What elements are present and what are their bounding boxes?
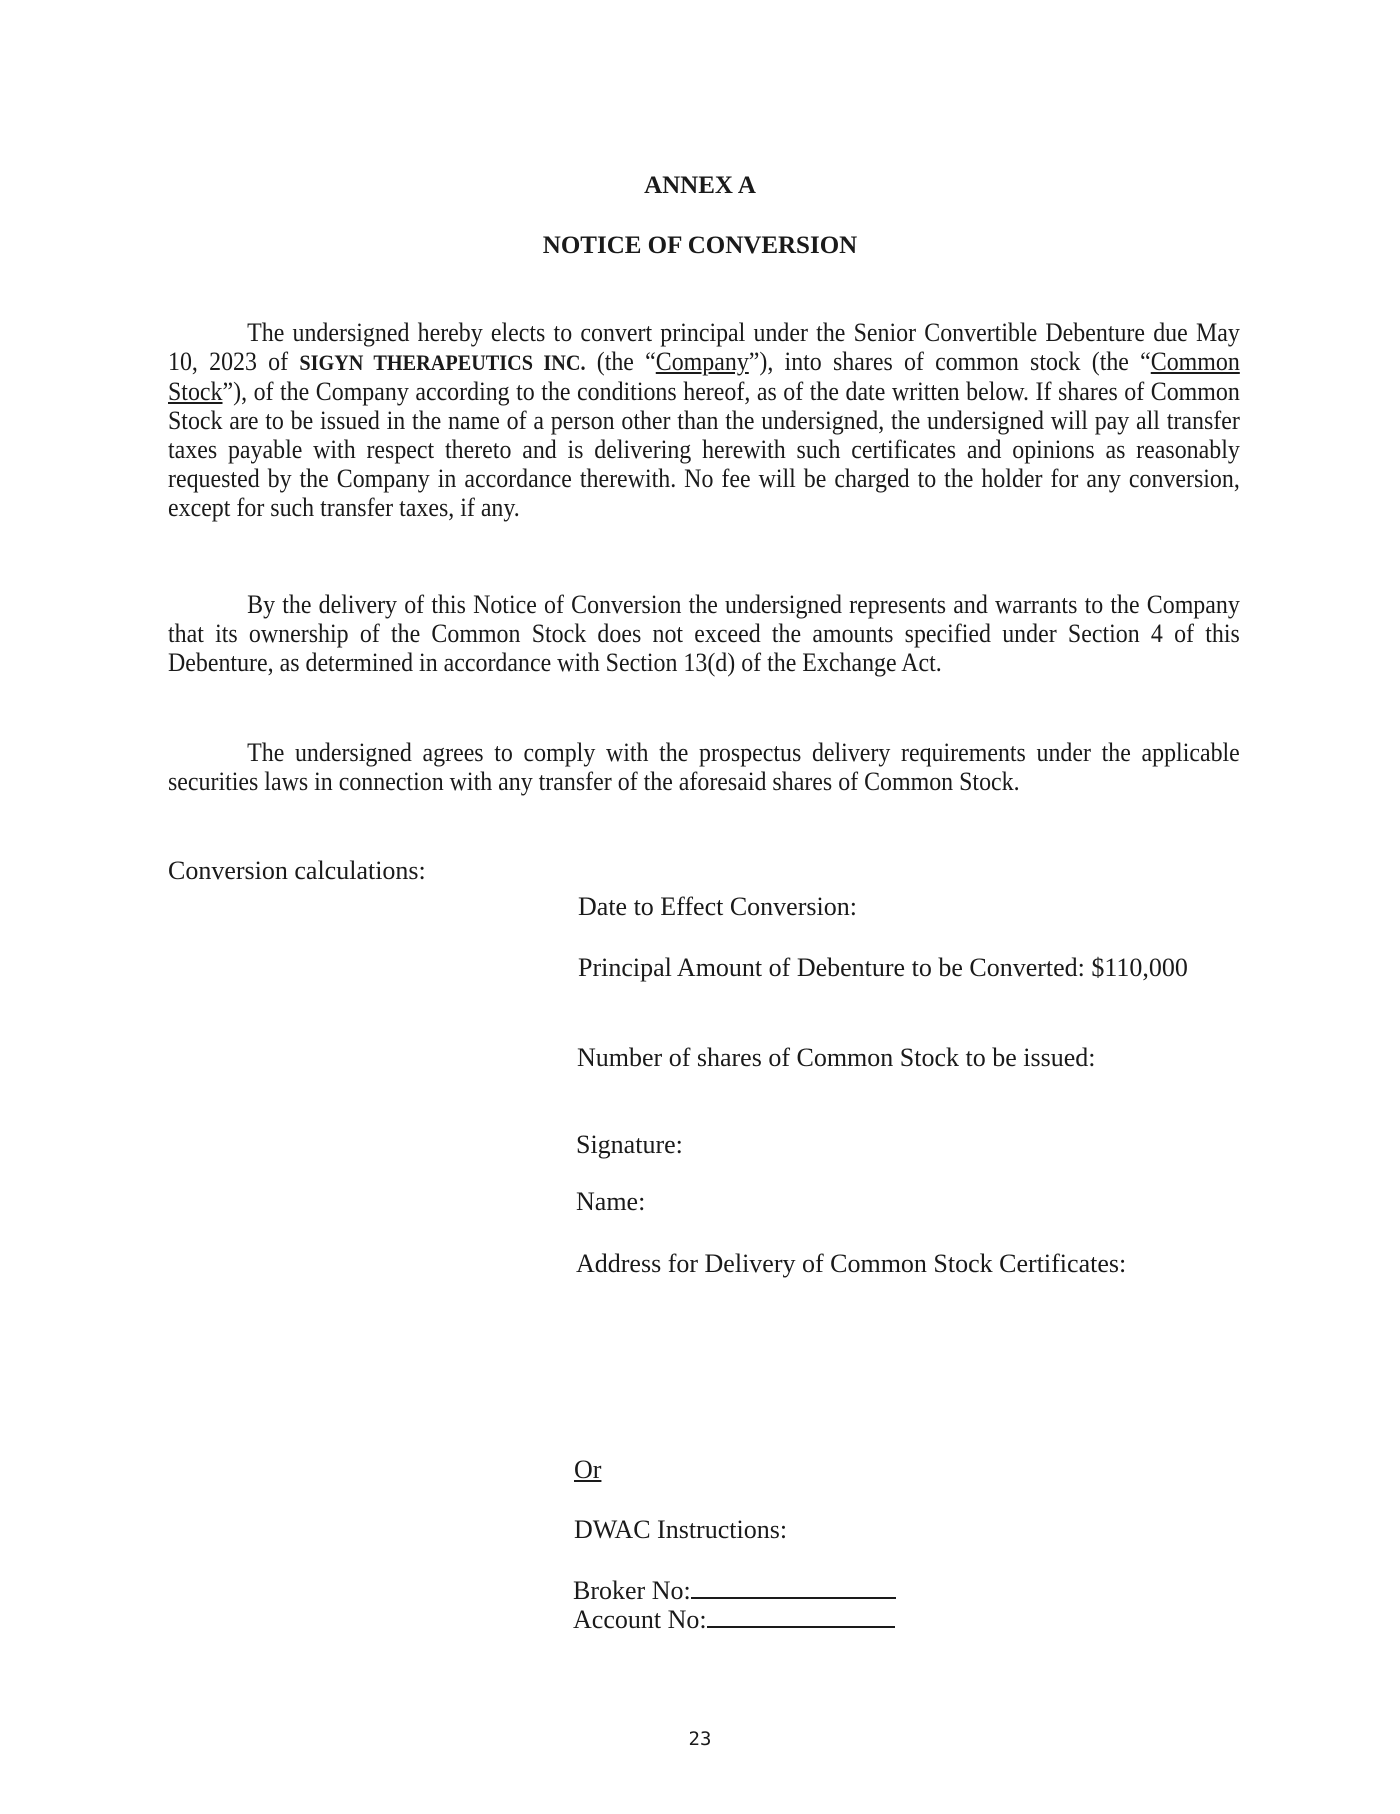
paragraph-text: The undersigned agrees to comply with the prospectus delivery requirements under the applicable securities laws in connection with any transfer of the aforesaid shares of Common Stock. [168, 738, 1240, 796]
broker-label: Broker No: [573, 1576, 691, 1605]
paragraph-text: The undersigned hereby elects to convert principal under the Senior Convertible Debenture due May 10, 2023 of [168, 318, 1240, 376]
name-field[interactable] [576, 1187, 645, 1217]
date-label: Date to Effect Conversion: [578, 892, 857, 921]
paragraph-conversion-election [168, 318, 1240, 522]
name-label: Name: [576, 1187, 646, 1216]
principal-label: Principal Amount of Debenture to be Converted: [578, 953, 1085, 982]
paragraph-text: ”), into shares of common stock (the “ [748, 347, 1151, 376]
principal-value[interactable]: $110,000 [1091, 953, 1188, 982]
paragraph-prospectus [168, 738, 1240, 796]
defined-term-company: Company [655, 347, 749, 376]
account-label: Account No: [573, 1605, 707, 1634]
paragraph-text: (the “ [585, 347, 656, 376]
dwac-instructions-label: DWAC Instructions: [574, 1515, 788, 1544]
annex-heading: ANNEX A [644, 172, 756, 199]
account-number-field[interactable] [573, 1604, 895, 1635]
principal-amount-field[interactable] [578, 953, 1188, 983]
page-number: 23 [688, 1728, 712, 1750]
broker-number-field[interactable] [573, 1575, 896, 1606]
account-number-input[interactable] [707, 1604, 895, 1628]
company-name: SIGYN THERAPEUTICS INC. [299, 350, 586, 375]
address-label: Address for Delivery of Common Stock Certificates: [576, 1249, 1127, 1278]
paragraph-representation [168, 590, 1240, 677]
or-separator: Or [574, 1455, 602, 1484]
page-title: NOTICE OF CONVERSION [542, 232, 858, 259]
signature-label: Signature: [576, 1130, 683, 1159]
shares-label: Number of shares of Common Stock to be issued: [577, 1043, 1096, 1072]
delivery-address-field[interactable] [576, 1249, 1126, 1279]
number-of-shares-field[interactable] [577, 1043, 1096, 1073]
paragraph-text: By the delivery of this Notice of Conversion the undersigned represents and warrants to the Company that its ownership of the Common Stock does not exceed the amounts specified under Section 4 of this Debenture, as determined in accordance with Section 13(d) of the Exchange Act. [168, 590, 1240, 677]
paragraph-text: ”), of the Company according to the conditions hereof, as of the date written below. If shares of Common Stock are to be issued in the name of a person other than the undersigned, the undersigned will pay all transfer taxes payable with respect thereto and is delivering herewith such certificates and opinions as reasonably requested by the Company in accordance therewith. No fee will be charged to the holder for any conversion, except for such transfer taxes, if any. [168, 377, 1240, 522]
signature-field[interactable] [576, 1130, 683, 1160]
defined-term-common-stock: Common Stock [168, 347, 1240, 406]
date-to-effect-conversion-field[interactable] [578, 892, 857, 922]
broker-number-input[interactable] [691, 1575, 896, 1599]
conversion-calculations-label: Conversion calculations: [168, 856, 426, 885]
